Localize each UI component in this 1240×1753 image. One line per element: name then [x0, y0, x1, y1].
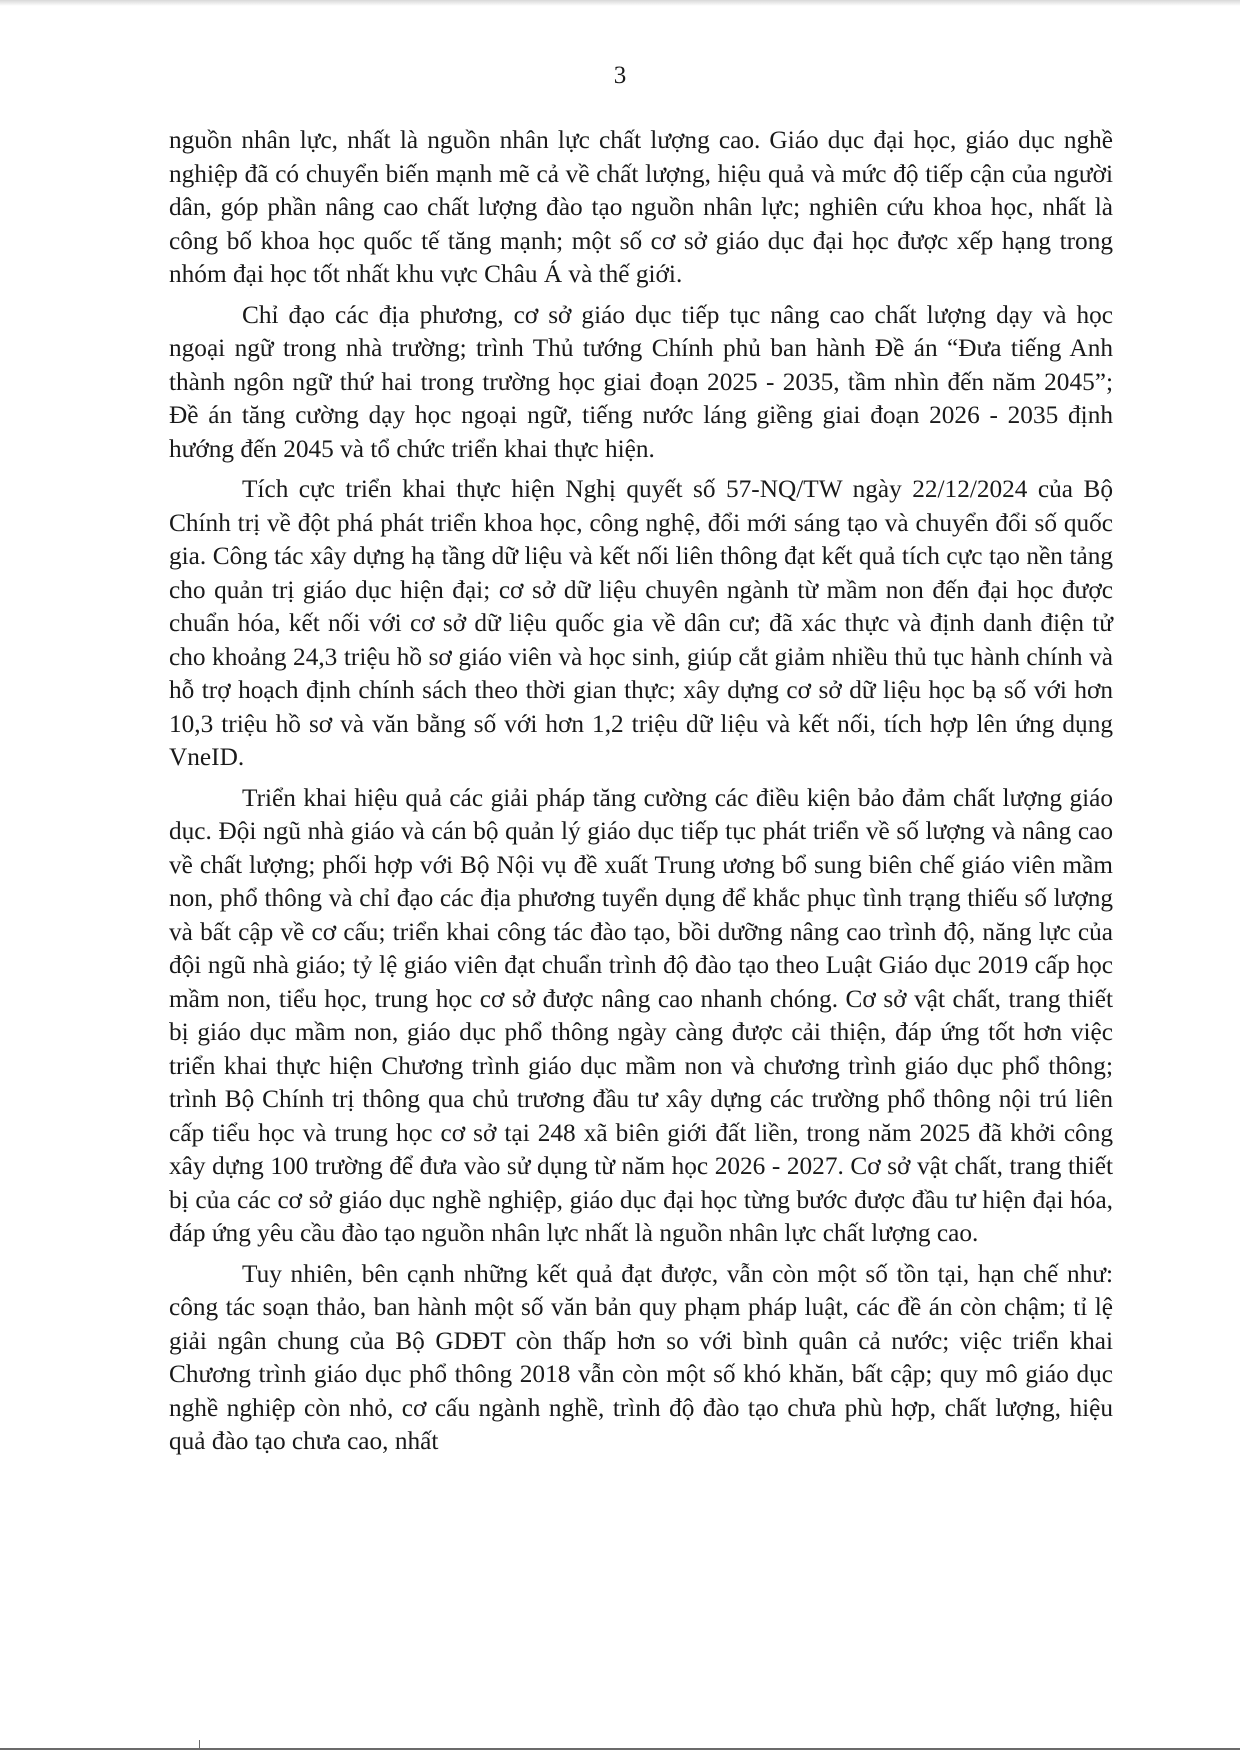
- document-body: [169, 124, 1113, 1466]
- paragraph-limitations: Tuy nhiên, bên cạnh những kết quả đạt được, vẫn còn một số tồn tại, hạn chế như: công tác soạn thảo, ban hành một số văn bản quy phạm pháp luật, các đề án còn chậm; tỉ lệ giải ngân chung của Bộ GDĐT còn thấp hơn so với bình quân cả nước; việc triển khai Chương trình giáo dục phổ thông 2018 vẫn còn một số khó khăn, bất cập; quy mô giáo dục nghề nghiệp còn nhỏ, cơ cấu ngành nghề, trình độ đào tạo chưa phù hợp, chất lượng, hiệu quả đào tạo chưa cao, nhất: [169, 1259, 1113, 1455]
- paragraph-continuation: nguồn nhân lực, nhất là nguồn nhân lực chất lượng cao. Giáo dục đại học, giáo dục nghề nghiệp đã có chuyển biến mạnh mẽ cả về chất lượng, hiệu quả và mức độ tiếp cận của người dân, góp phần nâng cao chất lượng đào tạo nguồn nhân lực; nghiên cứu khoa học, nhất là công bố khoa học quốc tế tăng mạnh; một số cơ sở giáo dục đại học được xếp hạng trong nhóm đại học tốt nhất khu vực Châu Á và thế giới.: [169, 126, 1113, 288]
- scan-top-edge: [0, 0, 1240, 6]
- page-number: 3: [613, 62, 627, 89]
- paragraph-quality-conditions: Triển khai hiệu quả các giải pháp tăng cường các điều kiện bảo đảm chất lượng giáo dục. Đội ngũ nhà giáo và cán bộ quản lý giáo dục tiếp tục phát triển về số lượng và nâng cao về chất lượng; phối hợp với Bộ Nội vụ đề xuất Trung ương bổ sung biên chế giáo viên mầm non, phổ thông và chỉ đạo các địa phương tuyển dụng để khắc phục tình trạng thiếu số lượng và bất cập về cơ cấu; triển khai công tác đào tạo, bồi dưỡng nâng cao trình độ, năng lực của đội ngũ nhà giáo; tỷ lệ giáo viên đạt chuẩn trình độ đào tạo theo Luật Giáo dục 2019 cấp học mầm non, tiểu học, trung học cơ sở được nâng cao nhanh chóng. Cơ sở vật chất, trang thiết bị giáo dục mầm non, giáo dục phổ thông ngày càng được cải thiện, đáp ứng tốt hơn việc triển khai thực hiện Chương trình giáo dục mầm non và chương trình giáo dục phổ thông; trình Bộ Chính trị thông qua chủ trương đầu tư xây dựng các trường phổ thông nội trú liên cấp tiểu học và trung học cơ sở tại 248 xã biên giới đất liền, trong năm 2025 đã khởi công xây dựng 100 trường để đưa vào sử dụng từ năm học 2026 - 2027. Cơ sở vật chất, trang thiết bị của các cơ sở giáo dục nghề nghiệp, giáo dục đại học từng bước được đầu tư hiện đại hóa, đáp ứng yêu cầu đào tạo nguồn nhân lực nhất là nguồn nhân lực chất lượng cao.: [169, 783, 1113, 1247]
- paragraph-digital-transformation: Tích cực triển khai thực hiện Nghị quyết số 57-NQ/TW ngày 22/12/2024 của Bộ Chính trị về đột phá phát triển khoa học, công nghệ, đổi mới sáng tạo và chuyển đổi số quốc gia. Công tác xây dựng hạ tầng dữ liệu và kết nối liên thông đạt kết quả tích cực tạo nền tảng cho quản trị giáo dục hiện đại; cơ sở dữ liệu chuyên ngành từ mầm non đến đại học được chuẩn hóa, kết nối với cơ sở dữ liệu quốc gia về dân cư; đã xác thực và định danh điện tử cho khoảng 24,3 triệu hồ sơ giáo viên và học sinh, giúp cắt giảm nhiều thủ tục hành chính và hỗ trợ hoạch định chính sách theo thời gian thực; xây dựng cơ sở dữ liệu học bạ số với hơn 10,3 triệu hồ sơ và văn bằng số với hơn 1,2 triệu dữ liệu và kết nối, tích hợp lên ứng dụng VneID.: [169, 475, 1113, 771]
- bottom-divider-tick: [199, 1740, 200, 1750]
- paragraph-foreign-language: Chỉ đạo các địa phương, cơ sở giáo dục tiếp tục nâng cao chất lượng dạy và học ngoại ngữ trong nhà trường; trình Thủ tướng Chính phủ ban hành Đề án “Đưa tiếng Anh thành ngôn ngữ thứ hai trong trường học giai đoạn 2025 - 2035, tầm nhìn đến năm 2045”; Đề án tăng cường dạy học ngoại ngữ, tiếng nước láng giềng giai đoạn 2026 - 2035 định hướng đến 2045 và tổ chức triển khai thực hiện.: [169, 300, 1113, 463]
- bottom-divider: [0, 1748, 1240, 1750]
